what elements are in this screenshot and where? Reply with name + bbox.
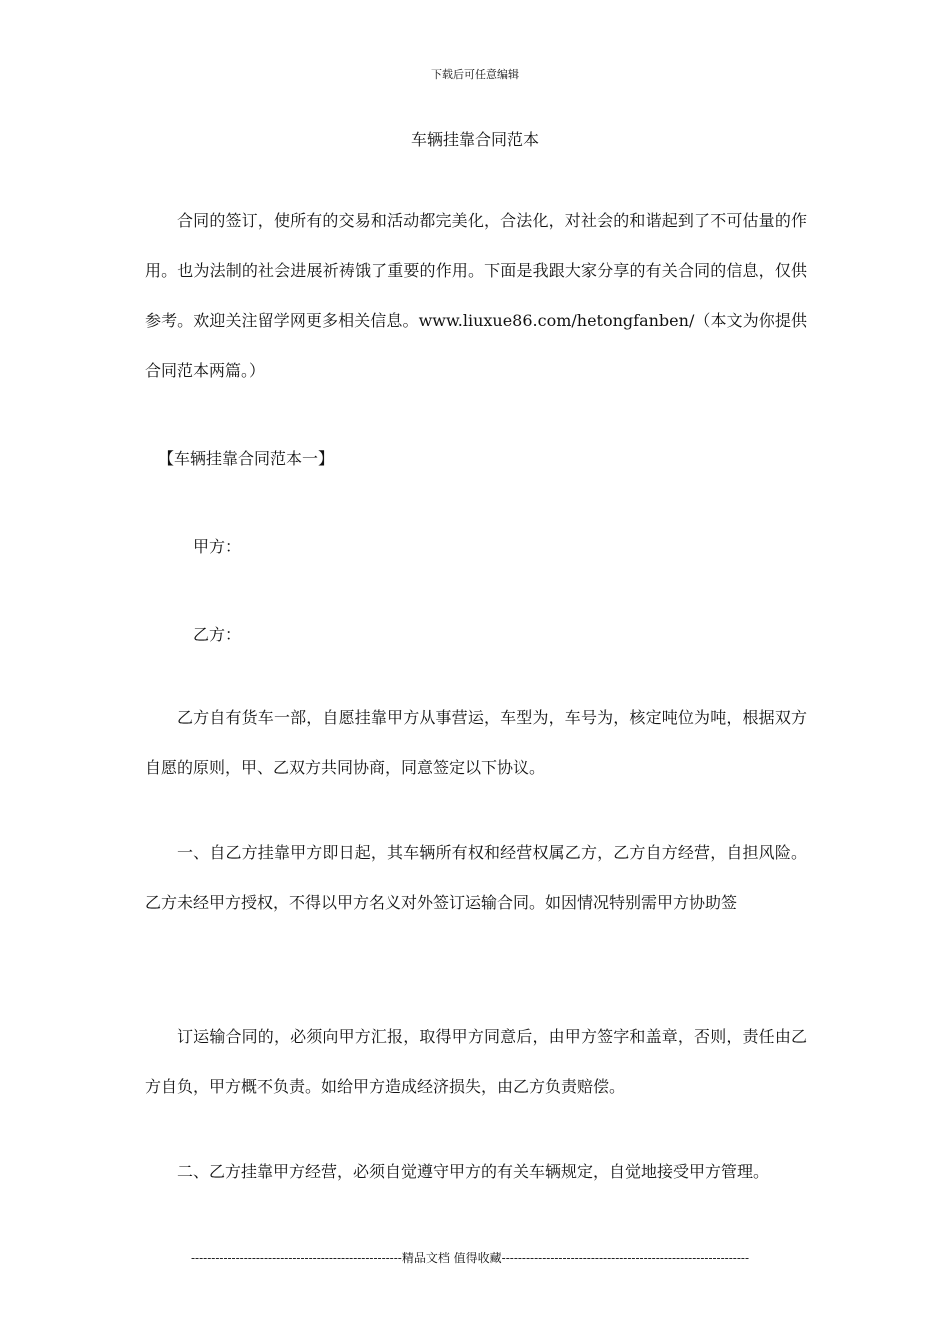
clause-preamble: 乙方自有货车一部，自愿挂靠甲方从事营运，车型为，车号为，核定吨位为吨，根据双方自愿的原则，甲、乙双方共同协商，同意签定以下协议。 <box>145 708 807 777</box>
section-heading: 【车辆挂靠合同范本一】 <box>158 449 335 468</box>
page-footer: ----------------------------------------------------精品文档 值得收藏------------------------------------------------------------- <box>191 1251 749 1265</box>
document-title: 车辆挂靠合同范本 <box>410 130 539 149</box>
party-b-line: 乙方： <box>193 625 242 644</box>
clause-1-part-b: 订运输合同的，必须向甲方汇报，取得甲方同意后，由甲方签字和盖章，否则，责任由乙方自负，甲方概不负责。如给甲方造成经济损失，由乙方负责赔偿。 <box>145 1027 807 1096</box>
clause-2: 二、乙方挂靠甲方经营，必须自觉遵守甲方的有关车辆规定，自觉地接受甲方管理。 <box>177 1162 770 1181</box>
intro-paragraph: 合同的签订，使所有的交易和活动都完美化，合法化，对社会的和谐起到了不可估量的作用。也为法制的社会进展祈祷饿了重要的作用。下面是我跟大家分享的有关合同的信息，仅供参考。欢迎关注留学网更多相关信息。www.liuxue86.com/hetongfanben/（本文为你提供合同范本两篇。） <box>145 211 807 380</box>
clause-1-part-a: 一、自乙方挂靠甲方即日起，其车辆所有权和经营权属乙方，乙方自方经营，自担风险。乙方未经甲方授权，不得以甲方名义对外签订运输合同。如因情况特别需甲方协助签 <box>145 843 807 912</box>
party-a-line: 甲方： <box>193 537 242 556</box>
page-header-note: 下载后可任意编辑 <box>431 68 519 81</box>
